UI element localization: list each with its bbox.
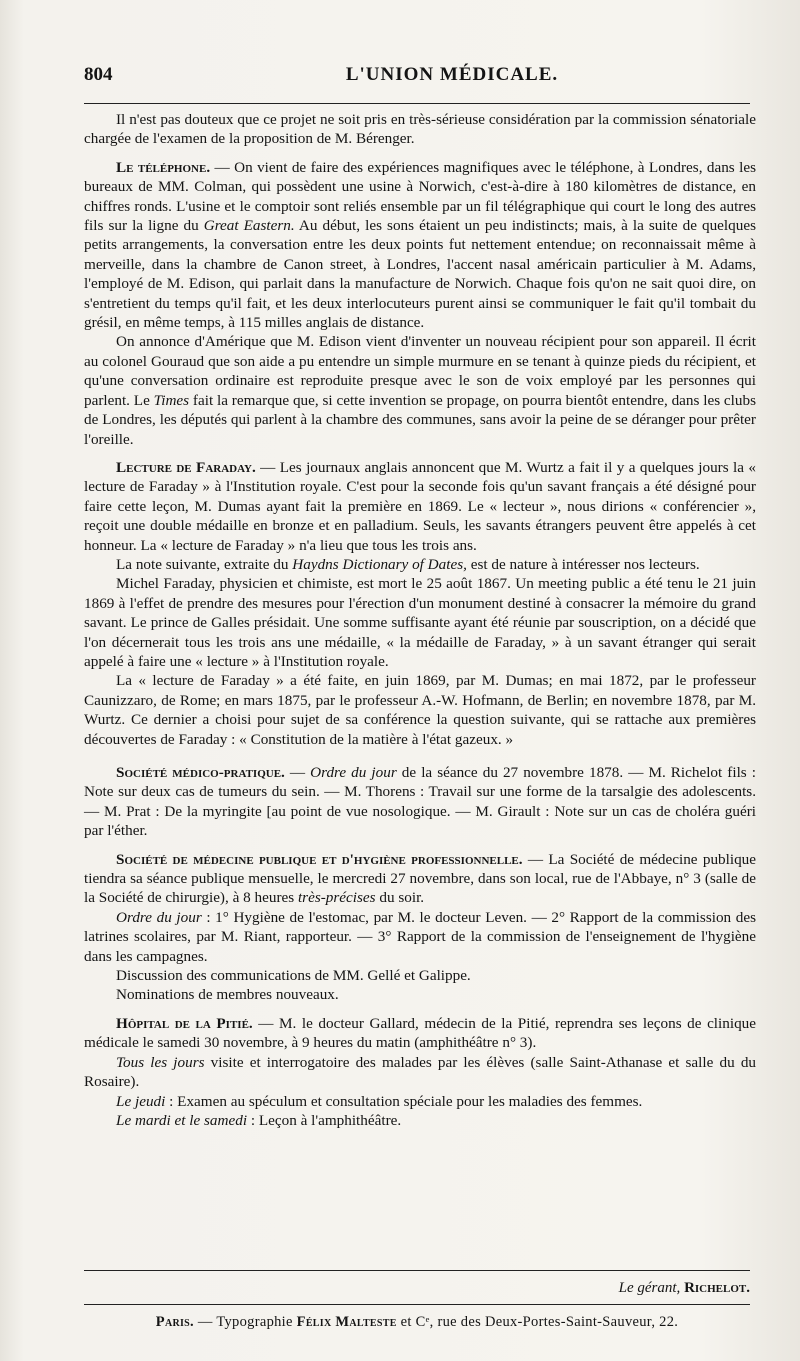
- page-header: [84, 64, 750, 94]
- section-faraday: [84, 458, 756, 555]
- paragraph-tous-les-jours: [84, 1053, 756, 1092]
- imprint-text: — Typographie: [193, 1314, 297, 1330]
- footer-rule: [84, 1304, 750, 1305]
- mardi-text: : Leçon à l'amphithéâtre.: [247, 1111, 402, 1129]
- paragraph-lecture-history: La « lecture de Faraday » a été faite, en juin 1869, par M. Dumas; en mai 1872, par le professeur Caunizzaro, de Rome; en mars 1875, par le professeur A.-W. Hofmann, de Berlin; en novembre 1878, par M. Wurtz. Ce dernier a choisi pour sujet de sa conférence la question suivante, qui se rattache aux premières découvertes de Faraday : « Constitution de la matière à l'état gazeux. »: [84, 672, 756, 748]
- ordre-text: : 1° Hygiène de l'estomac, par M. le docteur Leven. — 2° Rapport de la commission des latrines scolaires, par M. Riant, rapporteur. — 3° Rapport de la commission de l'enseignement de l'hygiène dans les campagnes.: [84, 908, 756, 965]
- section-hopital-pitie: [84, 1014, 756, 1053]
- paragraph-mardi: [84, 1111, 756, 1130]
- smp-dash: —: [284, 764, 311, 781]
- great-eastern-italic: Great Eastern.: [203, 217, 295, 235]
- page-number: 804: [84, 64, 113, 85]
- paragraph-senate: Il n'est pas douteux que ce projet ne soit pris en très-sérieuse considération par la commission sénatoriale chargée de l'examen de la proposition de M. Bérenger.: [84, 111, 756, 148]
- paragraph-ordre-du-jour: [84, 908, 756, 966]
- article-body: [84, 110, 756, 1130]
- paragraph-jeudi: [84, 1092, 756, 1111]
- section-heading-faraday: Lecture de Faraday.: [116, 458, 256, 476]
- telephone-text-continued: Au début, les sons étaient un peu indistincts; mais, à la suite de quelques petits arrangements, la conversation entre les deux points fut nettement entendue; on reconnaissait même à merveille, dans la chambre de Canon street, à Londres, l'accent nasal américain particulier à M. Adams, l'employé de M. Edison, qui parlait dans la manufacture de Norwich. Chaque fois qu'on ne sait quoi dire, on s'entretient du temps qu'il fait, et les deux interlocuteurs purent ainsi se communiquer le fait qu'il tombait du grésil, en même temps, à 115 milles anglais de distance.: [84, 217, 756, 332]
- section-telephone: [84, 158, 756, 333]
- note-text-continued: est de nature à intéresser nos lecteurs.: [466, 555, 700, 573]
- mardi-italic: Le mardi et le samedi: [116, 1111, 248, 1129]
- ordre-italic: Ordre du jour: [116, 908, 202, 926]
- edison-text: On annonce d'Amérique que M. Edison vient d'inventer un nouveau récipient pour son appareil. Il écrit au colonel Gouraud que son aide a pu entendre un simple murmure en se tenant à quinze pieds du récipient, et qu'une conversation ordinaire est reproduite presque avec le son de voix employé par les personnes qui parlent. Le: [84, 333, 756, 409]
- edison-text-continued: fait la remarque que, si cette invention se propage, on pourra bientôt entendre, dans les clubs de Londres, les députés qui parlent à la chambre des communes, sans avoir la peine de se déranger pour prêter l'oreille.: [84, 391, 756, 448]
- section-heading-telephone: Le téléphone.: [116, 158, 211, 176]
- smp-text: de la séance du 27 novembre 1878. — M. Richelot fils : Note sur deux cas de tumeurs du sein. — M. Thorens : Travail sur une forme de la tarsalgie des adolescents. — M. Prat : De la myringite [au point de vue nosologique. — M. Girault : Note sur un cas de choléra guéri par l'éther.: [84, 764, 756, 840]
- section-medecine-publique: [84, 850, 756, 908]
- dictionary-italic: Haydns Dictionary of Dates,: [292, 555, 467, 573]
- section-heading-hopital: Hôpital de la Pitié.: [116, 1014, 253, 1032]
- jeudi-italic: Le jeudi: [116, 1092, 166, 1110]
- paragraph-nominations: Nominations de membres nouveaux.: [116, 986, 339, 1004]
- tres-precises-italic: très-précises: [297, 889, 376, 907]
- section-heading-medecine-publique: Société de médecine publique et d'hygiène professionnelle.: [116, 850, 523, 868]
- gerant-name: Richelot.: [680, 1280, 750, 1296]
- smh-text-end: du soir.: [375, 889, 425, 907]
- tous-italic: Tous les jours: [116, 1053, 205, 1071]
- smh-text: — La Société de médecine publique tiendra sa séance publique mensuelle, le mercredi 27 novembre, dans son local, rue de l'Abbaye, n° 3 (salle de la Société de chirurgie), à 8 heures: [84, 850, 757, 907]
- imprint-city: Paris.: [155, 1314, 194, 1330]
- gerant-label: Le gérant,: [618, 1280, 681, 1296]
- signature-line: [84, 1280, 750, 1297]
- telephone-text: — On vient de faire des expériences magnifiques avec le téléphone, à Londres, dans les bureaux de MM. Colman, qui possèdent une usine à Norwich, c'est-à-dire à 180 kilomètres de distance, en chiffres ronds. L'usine et le comptoir sont reliés ensemble par un fil télégraphique qui court le long des autres fils sur la ligne du: [84, 158, 756, 235]
- printer-imprint: [84, 1314, 750, 1331]
- jeudi-text: : Examen au spéculum et consultation spéciale pour les maladies des femmes.: [165, 1092, 643, 1110]
- faraday-text: — Les journaux anglais annoncent que M. Wurtz a fait il y a quelques jours la « lecture de Faraday » à l'Institution royale. C'est pour la seconde fois qu'un savant français a été désigné pour faire cette leçon, M. Dumas ayant fait la première en 1869. Le « lecteur », nous dirions « conférencier », reçoit une double médaille en bronze et en palladium. Seuls, les savants étrangers peuvent être appelés à cet honneur. La « lecture de Faraday » n'a lieu que tous les trois ans.: [84, 458, 756, 554]
- section-medico-pratique: [84, 763, 756, 841]
- paragraph-discussion: Discussion des communications de MM. Gellé et Galippe.: [116, 967, 471, 985]
- smp-ordre-italic: Ordre du jour: [310, 764, 397, 781]
- header-rule: [84, 103, 750, 104]
- closing-rule: [84, 1270, 750, 1271]
- paragraph-michel-faraday: Michel Faraday, physicien et chimiste, est mort le 25 août 1867. Un meeting public a été tenu le 21 juin 1869 à l'effet de prendre des mesures pour l'érection d'un monument destiné à consacrer la mémoire du grand savant. Le prince de Galles présidait. Une somme suffisante ayant été réunie par souscription, on a décidé que l'on décernerait tous les trois ans une médaille, « la médaille de Faraday, » à un savant étranger qui serait appelé à faire une « lecture » à l'Institution royale.: [84, 575, 756, 670]
- times-italic: Times: [153, 391, 190, 409]
- hopital-text: — M. le docteur Gallard, médecin de la Pitié, reprendra ses leçons de clinique médicale le samedi 30 novembre, à 9 heures du matin (amphithéâtre n° 3).: [84, 1014, 756, 1052]
- imprint-address: et Cᵉ, rue des Deux-Portes-Saint-Sauveur, 22.: [396, 1314, 679, 1330]
- imprint-printer: Félix Malteste: [296, 1314, 397, 1330]
- running-title: L'UNION MÉDICALE.: [345, 64, 559, 85]
- section-heading-medico-pratique: Société médico-pratique.: [116, 764, 285, 781]
- tous-text: visite et interrogatoire des malades par les élèves (salle Saint-Athanase et salle du du Rosaire).: [84, 1053, 757, 1091]
- paragraph-note: [84, 555, 756, 574]
- note-text: La note suivante, extraite du: [116, 555, 293, 573]
- paragraph-edison: [84, 332, 756, 448]
